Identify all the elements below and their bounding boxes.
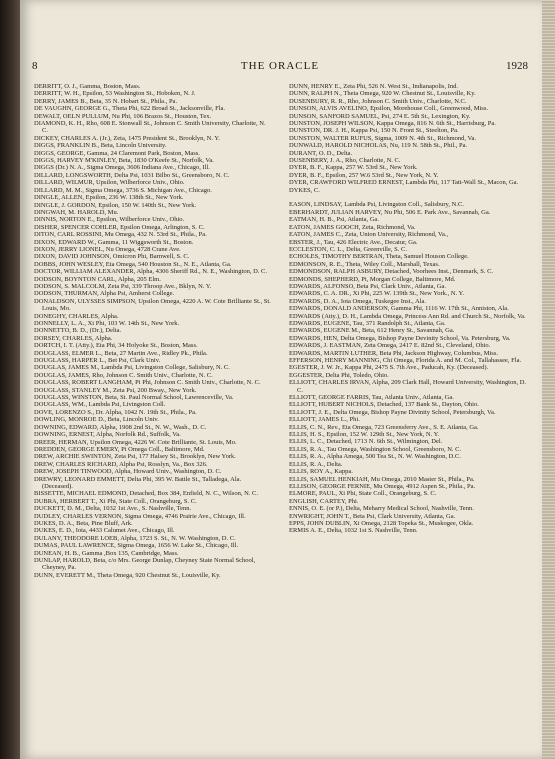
directory-entry: DOWLING, MONROE D., Beta, Lincoln Univ. bbox=[34, 416, 159, 424]
directory-entry: DIXON, JERRY LIONEL, Nu Omega, 4728 Crane Ave. bbox=[34, 245, 181, 253]
directory-entry: DIGGS, HARVEY M'KINLEY, Beta, 1830 O'Keefe St., Norfolk, Va. bbox=[34, 157, 214, 165]
directory-entry: DIXON, EDWARD W., Gamma, 11 Wiggsworth St., Boston. bbox=[34, 238, 194, 246]
section-gap bbox=[289, 194, 533, 201]
directory-entry: DOUGLASS, WM., Lambda Psi, Livingston Coll. bbox=[34, 401, 166, 409]
directory-entry: DUCKETT, D. M., Delta, 1032 1st Ave., S. Nashville, Tenn. bbox=[34, 505, 192, 513]
directory-entry: EBSTER, J., Tau, 426 Electric Ave., Decatur, Ga. bbox=[289, 238, 418, 246]
right-column-e-section bbox=[289, 201, 533, 534]
directory-entry: DREWRY, LEONARD EMMETT, Delta Phi, 395 W. Battle St., Talladega, Ala. (Deceased). bbox=[34, 475, 242, 490]
directory-entry: DYKES, C. bbox=[289, 186, 320, 194]
directory-entry: DOUGLAS, JAMES, Rho, Johnson C. Smith Univ., Charlotte, N. C. bbox=[34, 371, 213, 379]
directory-entry: DOUGLASS, WINSTON, Beta, St. Paul Normal School, Lawrenceville, Va. bbox=[34, 394, 234, 402]
directory-entry: ELLIS, R. A., Alpha Amega, 500 Tea St., N. W. Washington, D.C. bbox=[289, 453, 461, 461]
directory-entry: EDWARDS (Atty.), D. H., Lambda Omega, Princess Ann Rd. and Church St., Norfolk, Va. bbox=[289, 312, 526, 320]
page-number: 8 bbox=[32, 60, 38, 72]
directory-entry: DOWNING, ERNEST, Alpha, Norfolk Rd., Suffolk, Va. bbox=[34, 431, 181, 439]
directory-entry: DIAMOND, K. H., Rho, 608 E. Stonwall St., Johnson C. Smith University, Charlotte, N. C. bbox=[34, 120, 266, 135]
directory-entry: DREW, ARCHIE SWINTON, Zeta Psi, 177 Halsey St., Brooklyn, New York. bbox=[34, 453, 236, 461]
directory-entry: DODSON, BOYNTON CARL, Alpha, 205 Elm. bbox=[34, 275, 161, 283]
directory-entry: DUKES, D. A., Beta, Pine Bluff, Ark. bbox=[34, 519, 133, 527]
directory-entry: DOVE, LORENZO S., Dr. Alpha, 1042 N. 19th St., Phila., Pa. bbox=[34, 408, 197, 416]
directory-entry: EDWARDS, EUGENE, Tau, 371 Randolph St., Atlanta, Ga. bbox=[289, 319, 446, 327]
directory-entry: DYER, B. F., Epsilon, 257 W.6 53rd St., New York, N. Y. bbox=[289, 171, 439, 179]
directory-entry: EATON, JAMES GOOCH, Zeta, Richmond, Va. bbox=[289, 223, 416, 231]
directory-entry: ERMIS A. E., Delta, 1032 1st S. Nashville, Tenn. bbox=[289, 527, 418, 535]
directory-entry: ELLIOTT, J. E., Delta Omega, Bishop Payne Divinity School, Petersburgh, Va. bbox=[289, 408, 496, 416]
left-column bbox=[34, 83, 272, 579]
directory-entry: DUDLEY, CHARLES VERNON, Sigma Omega, 4746 Prairie Ave., Chicago, Ill. bbox=[34, 512, 246, 520]
directory-entry: DINGWAH, M. HAROLD, Mu. bbox=[34, 208, 119, 216]
directory-entry: ELLIOTT, JAMES L., Phi. bbox=[289, 416, 360, 424]
directory-entry: ELLIOTT, GEORGE FARRIS, Tau, Atlanta Univ., Atlanta, Ga. bbox=[289, 394, 454, 402]
page-year: 1928 bbox=[506, 60, 528, 72]
directory-entry: ELLIS, R. A., Delta. bbox=[289, 460, 343, 468]
directory-entry: DUNSTON, DR. J. H., Kappa Psi, 150 N. Front St., Steelton, Pa. bbox=[289, 127, 459, 135]
directory-entry: EATMAN, H. B., Psi, Atlanta, Ga. bbox=[289, 216, 379, 224]
directory-entry: EDWARDS, ALFONSO, Beta Psi, Clark Univ., Atlanta, Ga. bbox=[289, 282, 447, 290]
directory-entry: BISSETTE, MICHAEL EDMOND, Detached, Box 384, Enfield, N. C., Wilson, N. C. bbox=[34, 490, 258, 498]
directory-entry: DOBBS, JOHN WESLEY, Eta Omega, 540 Houston St., N. E., Atlanta, Ga. bbox=[34, 260, 232, 268]
directory-entry: DURANT, O. D., Delta. bbox=[289, 149, 353, 157]
directory-entry: DREW, JOSEPH TINWOOD, Alpha, Howard Univ., Washington, D. C. bbox=[34, 468, 222, 476]
directory-entry: DREER, HERMAN, Upsilon Omega, 4226 W. Cote Brilliante, St. Louis, Mo. bbox=[34, 438, 237, 446]
directory-entry: ELLIS, R. A., Tau Omega, Washington School, Greensboro, N. C. bbox=[289, 445, 462, 453]
directory-entry: DILLARD, WILMUR, Upsilon, Wilberforce Univ., Ohio. bbox=[34, 179, 185, 187]
directory-entry: DUNLAP, HAROLD, Beta, c/o Mrs. George Dunlap, Cheyney State Normal School, Cheyney, Pa. bbox=[34, 557, 256, 572]
directory-entry: EDWARDS, EUGENE M., Beta, 612 Henry St., Savannah, Ga. bbox=[289, 327, 455, 335]
directory-entry: EASON, LINDSAY, Lambda Psi, Livingston Coll., Salisbury, N.C. bbox=[289, 201, 464, 209]
directory-entry: DERRITT, W. H., Epsilon, 53 Washington St., Hoboken, N. J. bbox=[34, 90, 196, 98]
directory-entry: ELMORE, PAUL, Xi Phi, State Coll., Orangeburg, S. C. bbox=[289, 490, 437, 498]
directory-entry: DUNSON, ALVIS AVELINO, Epsilon, Morehouse Coll., Greenwood, Miss. bbox=[289, 105, 488, 113]
directory-entry: ELLIS, H. S., Epsilon, 152 W. 129th St., New York, N. Y. bbox=[289, 431, 440, 439]
page-title: THE ORACLE bbox=[240, 60, 320, 72]
directory-entry: EDWARDS, C. A. DR., Xi Phi, 225 W. 139th St., New York., N. Y. bbox=[289, 290, 464, 298]
directory-entry: DILLARD, M. M., Sigma Omega, 3736 S. Michigan Ave., Chicago. bbox=[34, 186, 212, 194]
right-column-d-section bbox=[289, 83, 533, 194]
directory-entry: ELLIOTT, HUBERT NICHOLS, Detached, 137 Bank St., Dayton, Ohio. bbox=[289, 401, 479, 409]
directory-entry: EDMONDSON, RALPH ASBURY, Detached, Voorhees Inst., Denmark, S. C. bbox=[289, 268, 494, 276]
directory-entry: DE VAUGHN, GEORGE G., Theta Phi, 622 Broad St., Jacksonville, Fla. bbox=[34, 105, 226, 113]
directory-entry: EATON, JAMES C., Zeta, Union University, Richmond, Va., bbox=[289, 231, 449, 239]
directory-entry: DUNWALD, HAROLD NICHOLAS, Nu, 119 N. 58th St., Phil., Pa. bbox=[289, 142, 468, 150]
directory-entry: EGGESTER, Delta Phi, Toledo, Ohio. bbox=[289, 371, 389, 379]
directory-entry: DINNIS, NORTON E., Epsilon, Wilberforce Univ., Ohio. bbox=[34, 216, 185, 224]
directory-entry: DISHER, SPENCER COHLER, Epsilon Omega, Arlington, S. C. bbox=[34, 223, 205, 231]
directory-entry: ECHOLES, TIMOTHY BERTRAN, Theta, Samuel Houson College. bbox=[289, 253, 469, 261]
directory-entry: DUSENBERY, J. A., Rho, Charlotte, N. C. bbox=[289, 157, 401, 165]
directory-entry: EFFERSON, HENRY MANNING, Chi Omega, Florida A. and M. Col., Tallahassee, Fla. bbox=[289, 357, 522, 365]
directory-entry: DOUGLAS, JAMES M., Lambda Psi, Livingston College, Salisbury, N. C. bbox=[34, 364, 230, 372]
directory-entry: DILLARD, LONGSWORTH, Delta Psi, 1031 Bilbo St., Greensboro, N. C. bbox=[34, 171, 230, 179]
directory-entry: DOCTOR, WILLIAM ALEXANDER, Alpha, 4306 Sheriff Rd., N. E., Washington, D. C. bbox=[34, 268, 267, 276]
directory-entry: DERRITT, O. J., Gamma, Boston, Mass. bbox=[34, 83, 141, 90]
directory-entry: ELLIS, L. C., Detached, 1713 N. 6th St., Wilmington, Del. bbox=[289, 438, 443, 446]
directory-entry: DREW, CHARLES RICHARD, Alpha Psi, Rosslyn, Va., Box 326. bbox=[34, 460, 208, 468]
directory-entry: DIGGS (Dr.) N. A., Sigma Omega, 3606 Indiana Ave., Chicago, Ill. bbox=[34, 164, 210, 172]
directory-entry: EDMONSON, R. E., Theta, Wiley Coll., Marshall, Texas. bbox=[289, 260, 440, 268]
right-column bbox=[289, 83, 533, 535]
directory-entry: DICKEY, CHARLES A. (Jr.), Zeta, 1475 President St., Brooklyn, N. Y. bbox=[34, 134, 220, 142]
directory-entry: EBERHARDT, JULIAN HARVEY, Nu Phi, 506 E. Park Ave., Savannah, Ga. bbox=[289, 208, 491, 216]
directory-entry: DUSENBURY, R. R., Rho, Johnson C. Smith Univ., Charlotte, N.C. bbox=[289, 97, 467, 105]
page-header bbox=[32, 60, 528, 76]
directory-entry: DOUGLASS, ELMER L., Beta, 27 Martin Ave., Ridley Pk., Phila. bbox=[34, 349, 208, 357]
directory-entry: DUNN, HENRY E., Zeta Phi, 526 N. West St., Indianapolis, Ind. bbox=[289, 83, 459, 90]
directory-entry: DUNN, RALPH N., Theta Omega, 920 W. Chestnut St., Louisville, Ky. bbox=[289, 90, 476, 98]
directory-entry: DODSON, THURMAN, Alpha Psi, Amherst College. bbox=[34, 290, 175, 298]
directory-entry: DUBRA, HERBERT T., Xi Phi, State Coll., Orangeburg, S. C. bbox=[34, 497, 197, 505]
directory-entry: DUNN, EVERETT M., Theta Omega, 920 Chestnut St., Louisville, Ky. bbox=[34, 571, 221, 579]
directory-entry: EDMONDS, SHEPHERD, Pi, Morgan College, Baltimore, Md. bbox=[289, 275, 456, 283]
directory-entry: EDWARDS, DONALD ANDERSON, Gamma Phi, 1116 W. 17th St., Anniston, Ala. bbox=[289, 305, 509, 313]
directory-entry: DODSON, S. MALCOLM, Zeta Psi, 339 Throop Ave., Bklyn, N. Y. bbox=[34, 282, 212, 290]
directory-entry: DONEGHY, CHARLES, Alpha. bbox=[34, 312, 119, 320]
directory-entry: ECCLESTON, C. L., Delta, Greenville, S. C. bbox=[289, 245, 407, 253]
directory-entry: DITON, CARL ROSSINI, Mu Omega, 432 N. 53rd St., Phila., Pa. bbox=[34, 231, 207, 239]
directory-entry: DORTCH, I. T. (Atty.), Eta Phi, 34 Holyoke St., Boston, Mass. bbox=[34, 342, 198, 350]
directory-entry: DORSEY, CHARLES, Alpha. bbox=[34, 334, 113, 342]
directory-entry: DUMAS, PAUL LAWRENCE, Sigma Omega, 1656 W. Lake St., Chicago, Ill. bbox=[34, 542, 239, 550]
directory-entry: DIGGS, FRANKLIN B., Beta, Lincoln University. bbox=[34, 142, 167, 150]
directory-entry: EDWARDS, HEN, Delta Omega, Bishop Payne Devinity School, Va. Petersburg, Va. bbox=[289, 334, 511, 342]
directory-entry: ENGLISH, CARTEY, Phi. bbox=[289, 497, 359, 505]
directory-entry: DERRY, JAMES B., Beta, 35 N. Hobart St., Phila., Pa. bbox=[34, 97, 178, 105]
directory-entry: ENWRIGHT, JOHN T., Beta Psi, Clark University, Atlanta, Ga. bbox=[289, 512, 456, 520]
directory-entry: DUNSTON, WALTER RUFUS, Sigma, 1009 N. 4th St., Richmond, Va. bbox=[289, 134, 477, 142]
directory-entry: DUNSON, SANFORD SAMUEL, Psi, 274 E. 5th St., Lexington, Ky. bbox=[289, 112, 471, 120]
directory-entry: DEWALT, OELN PULLUM, Nu Phi, 106 Brazos St., Houston, Tex. bbox=[34, 112, 212, 120]
directory-entry: DUNSTON, JOSEPH WILSON, Kappa Omega, 816 N. 6th St., Harrisburg, Pa. bbox=[289, 120, 496, 128]
directory-entry: EDWARDS, MARTIN LUTHER, Beta Phi, Jackson Highway, Columbus, Miss. bbox=[289, 349, 498, 357]
directory-entry: DINGLE, J. GORDON, Epsilon, 150 W. 140th St., New York. bbox=[34, 201, 197, 209]
directory-entry: DONALDSON, ULYSSES SIMPSON, Upsilon Omega, 4220 A. W. Cote Brilliante St., St. Louis, Mo. bbox=[34, 297, 271, 313]
book-binding bbox=[0, 0, 20, 759]
directory-entry: DREDDEN, GEORGE EMERY, Pi Omega Coll., Baltimore, Md. bbox=[34, 445, 205, 453]
directory-entry: DIXON, DAVID JOHNSON, Omicron Phi, Barnwell, S. C. bbox=[34, 253, 190, 261]
directory-entry: DIGGS, GEORGE, Gamma, 24 Claremont Park, Boston, Mass. bbox=[34, 149, 200, 157]
directory-entry: DONNETTO, B. D., (Dr.), Delta. bbox=[34, 327, 122, 335]
directory-entry: DYER, CRAWFORD WILFRED ERNEST, Lambda Phi, 117 Tatt-Wall St., Macon, Ga. bbox=[289, 179, 519, 187]
directory-entry: ELLISON, GEORGE FERNIE, Mu Omega, 4912 Aspen St., Phila., Pa. bbox=[289, 482, 476, 490]
directory-entry: EPPS, JOHN DUBLIN, Xi Omega, 2128 Topeka St., Muskogee, Okla. bbox=[289, 519, 474, 527]
directory-entry: DOUGLASS, STANLEY M., Zeta Psi, 200 Bway., New York. bbox=[34, 386, 197, 394]
directory-entry: EGESTER, J. W. Jr., Kappa Phi, 2475 S. 7th Ave., Paducah, Ky. (Deceased). bbox=[289, 364, 489, 372]
directory-entry: DUNEAN, H. B., Gamma ,Box 135, Cambridge, Mass. bbox=[34, 549, 179, 557]
directory-entry: DOUGLASS, ROBERT LANGHAM, Pi Phi, Johnson C. Smith Univ., Charlotte, N. C. bbox=[34, 379, 261, 387]
directory-entry: DONNELLY, L. A., Xi Phi, 103 W. 14th St., New York. bbox=[34, 320, 180, 327]
page-edges bbox=[542, 0, 555, 759]
directory-entry: DYER, B. F., Kappa, 257 W. 53rd St., New York. bbox=[289, 164, 418, 172]
directory-entry: DULANY, THEODORE LOEB, Alpha, 1723 S. St., N. W. Washington, D. C. bbox=[34, 534, 236, 542]
directory-page bbox=[20, 0, 542, 759]
directory-entry: ELLIOTT, CHARLES IRVAN, Alpha, 209 Clark Hall, Howard University, Washington, D. C. bbox=[289, 379, 527, 394]
directory-entry: DUKES, E. D., Iota, 4433 Calumet Ave., Chicago, Ill. bbox=[34, 527, 175, 535]
directory-entry: DINGLE, ALLEN, Epsilon, 236 W. 138th St., New York. bbox=[34, 194, 184, 202]
directory-entry: DOWNING, EDWARD, Alpha, 1908 2nd St., N. W., Wash., D. C. bbox=[34, 423, 207, 431]
directory-entry: EDWARDS, D. A., Iota Omega, Tuskegee Inst., Ala. bbox=[289, 297, 427, 305]
directory-entry: ELLIS, SAMUEL HENKIAH, Mu Omega, 2010 Master St., Phila., Pa. bbox=[289, 475, 475, 483]
directory-entry: EDWARDS, J. EASTMAN, Zeta Omega, 2417 E. 82nd St., Cleveland, Ohio. bbox=[289, 342, 491, 350]
directory-entry: DOUGLASS, HARPER L., Bet Psi, Clark Univ. bbox=[34, 357, 161, 365]
directory-entry: ELLIS, ROY A., Kappa. bbox=[289, 468, 353, 476]
directory-entry: ELLIS, C. N., Rev., Eta Omega, 723 Greensferry Ave., S. E. Atlanta, Ga. bbox=[289, 423, 479, 431]
directory-entry: ENNIS, O. E. (or P.), Delta, Meharry Medical School, Nashville, Tenn. bbox=[289, 505, 474, 513]
